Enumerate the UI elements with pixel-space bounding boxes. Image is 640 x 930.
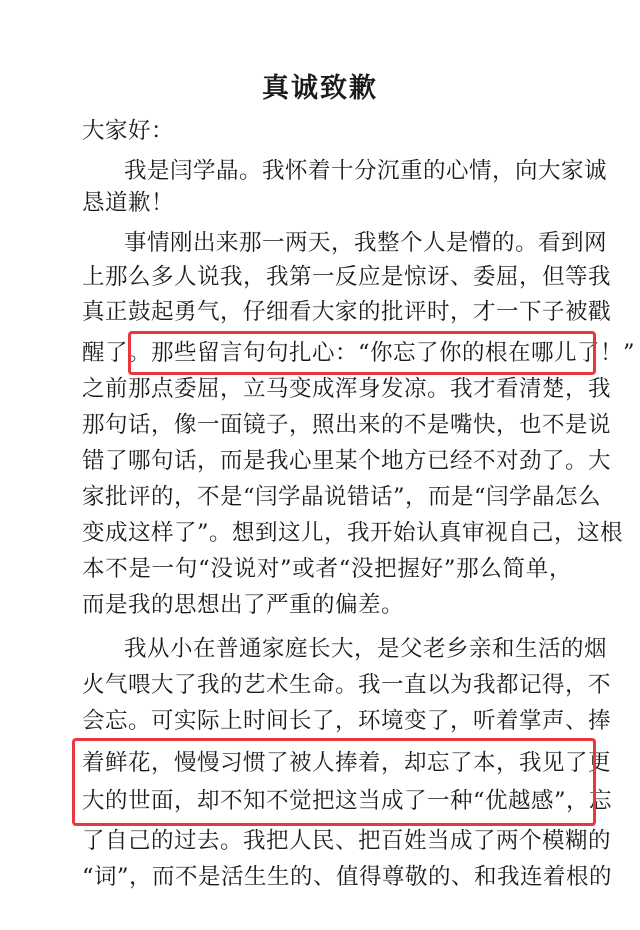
- text-line: 我从小在普通家庭长大，是父老乡亲和生活的烟: [124, 636, 608, 662]
- text-line: 我是闫学晶。我怀着十分沉重的心情，向大家诚: [124, 158, 608, 184]
- text-line: 本不是一句“没说对”或者“没把握好”那么简单，: [82, 556, 572, 582]
- text-line: 醒了。那些留言句句扎心：“你忘了你的根在哪儿了！”: [82, 340, 636, 366]
- text-line: 着鲜花，慢慢习惯了被人捧着，却忘了本，我见了更: [82, 750, 612, 776]
- text-line: 大的世面，却不知不觉把这当成了一种“优越感”，忘: [82, 788, 613, 814]
- text-line: 真正鼓起勇气，仔细看大家的批评时，才一下子被戳: [82, 299, 612, 325]
- text-line: 了自己的过去。我把人民、把百姓当成了两个模糊的: [82, 828, 612, 854]
- text-line: 事情刚出来那一两天，我整个人是懵的。看到网: [124, 230, 608, 256]
- greeting: 大家好：: [82, 118, 175, 144]
- text-line: 火气喂大了我的艺术生命。我一直以为我都记得，不: [82, 672, 612, 698]
- text-line: 之前那点委屈，立马变成浑身发凉。我才看清楚，我: [82, 376, 612, 402]
- text-line: 上那么多人说我，我第一反应是惊讶、委屈，但等我: [82, 264, 612, 290]
- letter-title: 真诚致歉: [262, 73, 378, 104]
- text-line: 家批评的，不是“闫学晶说错话”，而是“闫学晶怎么: [82, 484, 602, 510]
- text-line: 会忘。可实际上时间长了，环境变了，听着掌声、捧: [82, 708, 612, 734]
- text-line: 而是我的思想出了严重的偏差。: [82, 592, 405, 618]
- text-line: 恳道歉！: [82, 190, 175, 216]
- text-line: 错了哪句话，而是我心里某个地方已经不对劲了。大: [82, 448, 612, 474]
- text-line: “词”，而不是活生生的、值得尊敬的、和我连着根的: [82, 864, 613, 890]
- text-line: 变成这样了”。想到这儿，我开始认真审视自己，这根: [82, 520, 624, 546]
- text-line: 那句话，像一面镜子，照出来的不是嘴快，也不是说: [82, 412, 612, 438]
